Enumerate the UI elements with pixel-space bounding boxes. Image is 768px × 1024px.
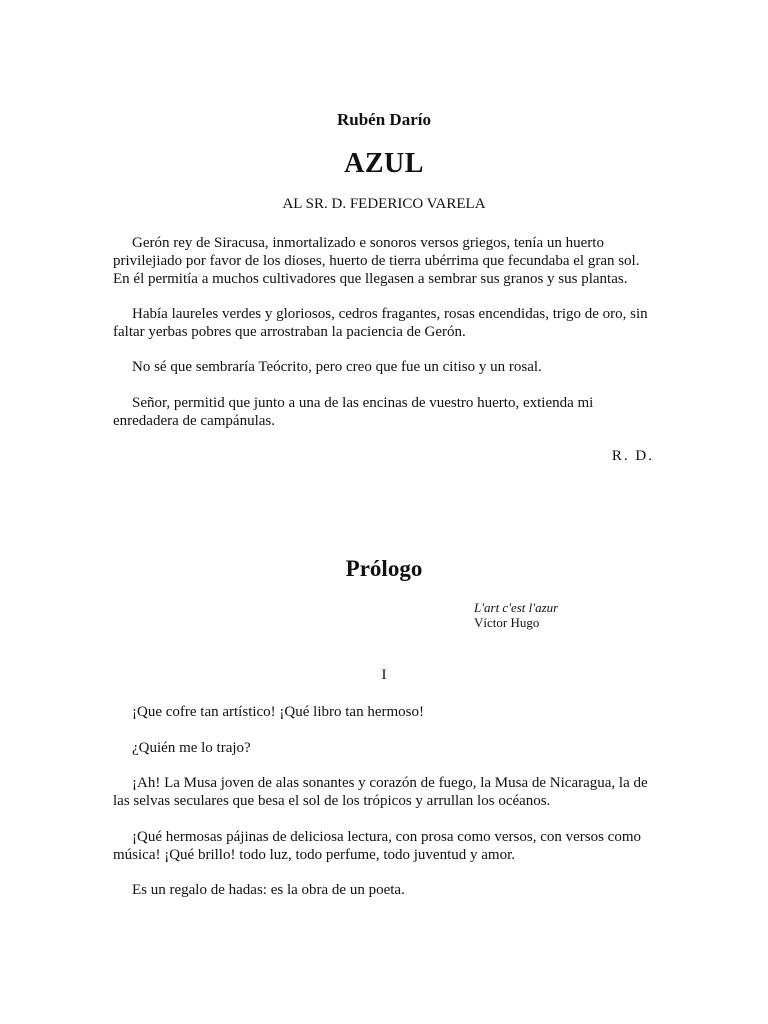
dedication-paragraph: Había laureles verdes y gloriosos, cedros fragantes, rosas encendidas, trigo de oro, sin faltar yerbas pobres que arrostraban la paciencia de Gerón. — [113, 306, 648, 340]
prologue-paragraph: ¿Quién me lo trajo? — [132, 740, 251, 756]
dedication-paragraph: Gerón rey de Siracusa, inmortalizado e sonoros versos griegos, tenía un huerto privilejiado por favor de los dioses, huerto de tierra ubérrima que fecundaba el gran sol. En él permitía a muchos cultivadores que llegasen a sembrar sus granos y sus plantas. — [113, 235, 640, 287]
dedication-heading: AL SR. D. FEDERICO VARELA — [282, 196, 486, 212]
section-number: I — [381, 667, 387, 683]
dedication-paragraph: No sé que sembraría Teócrito, pero creo que fue un citiso y un rosal. — [132, 359, 542, 375]
prologue-paragraph: ¡Qué hermosas pájinas de deliciosa lectura, con prosa como versos, con versos como música! ¡Qué brillo! todo luz, todo perfume, todo juventud y amor. — [113, 829, 642, 863]
prologue-paragraph: ¡Que cofre tan artístico! ¡Qué libro tan hermoso! — [132, 704, 424, 720]
author-name: Rubén Darío — [337, 110, 431, 129]
prologue-title: Prólogo — [345, 556, 423, 581]
signature-initials: R. D. — [611, 448, 654, 464]
book-title: AZUL — [344, 148, 424, 179]
epigraph-quote: L'art c'est l'azur — [474, 600, 559, 615]
epigraph — [474, 600, 558, 630]
prologue-paragraph: Es un regalo de hadas: es la obra de un poeta. — [132, 882, 405, 898]
prologue-paragraph: ¡Ah! La Musa joven de alas sonantes y corazón de fuego, la Musa de Nicaragua, la de las selvas seculares que besa el sol de los trópicos y arrullan los océanos. — [113, 775, 648, 809]
dedication-paragraph: Señor, permitid que junto a una de las encinas de vuestro huerto, extienda mi enredadera de campánulas. — [113, 395, 594, 429]
epigraph-source: Víctor Hugo — [474, 615, 540, 630]
